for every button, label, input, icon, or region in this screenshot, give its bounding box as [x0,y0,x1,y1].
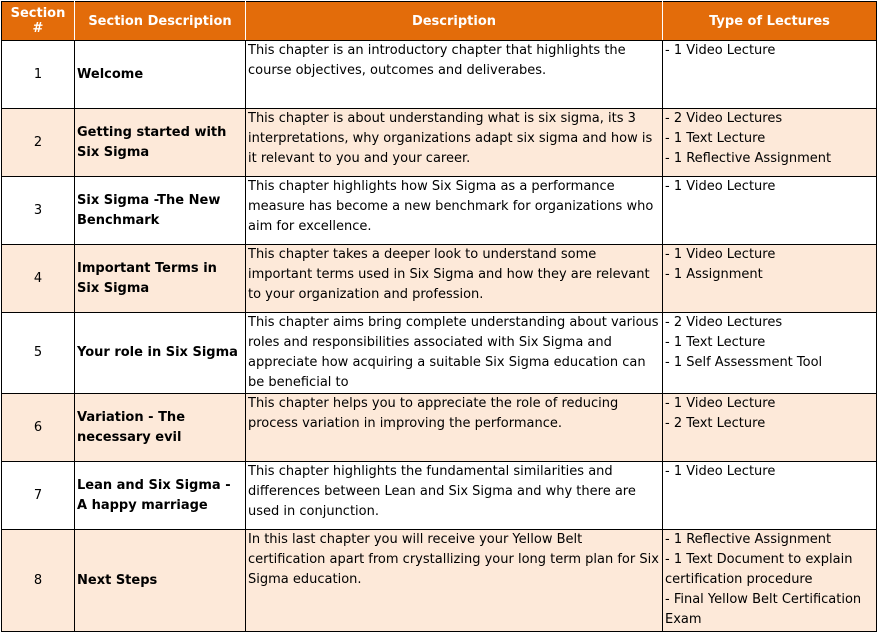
lecture-type-item: - 2 Video Lectures [665,315,783,330]
lecture-types-cell [663,245,877,313]
table-row [2,394,877,462]
lecture-type-item: - 1 Video Lecture [665,179,776,194]
section-number-cell: 3 [2,177,75,245]
lecture-types-cell [663,177,877,245]
section-title-cell: Your role in Six Sigma [75,313,246,394]
section-title-cell: Next Steps [75,530,246,632]
lecture-type-item: - 1 Reflective Assignment [665,532,832,547]
section-title-cell: Getting started with Six Sigma [75,109,246,177]
table-row [2,41,877,109]
table-row [2,245,877,313]
section-number-cell: 6 [2,394,75,462]
description-cell: This chapter is about understanding what is six sigma, its 3 interpretations, why organizations adapt six sigma and how is it relevant to you and your career. [246,109,663,177]
description-cell: This chapter takes a deeper look to understand some important terms used in Six Sigma and how they are relevant to your organization and profession. [246,245,663,313]
section-number-cell: 8 [2,530,75,632]
table-row [2,530,877,632]
section-title-cell: Six Sigma -The New Benchmark [75,177,246,245]
section-title-cell: Variation - The necessary evil [75,394,246,462]
section-number-cell: 4 [2,245,75,313]
lecture-types-cell [663,313,877,394]
lecture-type-item: - 2 Video Lectures [665,111,783,126]
description-cell: This chapter is an introductory chapter that highlights the course objectives, outcomes and deliverabes. [246,41,663,109]
lecture-types-cell [663,41,877,109]
lecture-type-item: - 1 Video Lecture [665,464,776,479]
description-cell: This chapter helps you to appreciate the role of reducing process variation in improving the performance. [246,394,663,462]
lecture-types-cell [663,394,877,462]
table-row [2,462,877,530]
header-section-number: Section # [2,2,75,41]
lecture-type-item: - 1 Reflective Assignment [665,151,832,166]
lecture-type-item: - Final Yellow Belt Certification Exam [665,592,862,627]
lecture-type-item: - 1 Video Lecture [665,396,776,411]
description-cell: This chapter highlights the fundamental similarities and differences between Lean and Six Sigma and why there are used in conjunction. [246,462,663,530]
lecture-type-item: - 2 Text Lecture [665,416,766,431]
table-row [2,177,877,245]
section-number-cell: 1 [2,41,75,109]
section-title-cell: Important Terms in Six Sigma [75,245,246,313]
table-row [2,109,877,177]
description-cell: This chapter aims bring complete understanding about various roles and responsibilities associated with Six Sigma and appreciate how acquiring a suitable Six Sigma education can be beneficial to [246,313,663,394]
lecture-type-item: - 1 Text Lecture [665,131,766,146]
lecture-type-item: - 1 Video Lecture [665,247,776,262]
lecture-type-item: - 1 Text Lecture [665,335,766,350]
header-row [2,2,877,41]
section-number-cell: 7 [2,462,75,530]
lecture-type-item: - 1 Self Assessment Tool [665,355,823,370]
lecture-type-item: - 1 Text Document to explain certification procedure [665,552,853,587]
lecture-type-item: - 1 Video Lecture [665,43,776,58]
description-cell: In this last chapter you will receive your Yellow Belt certification apart from crystallizing your long term plan for Six Sigma education. [246,530,663,632]
section-number-cell: 5 [2,313,75,394]
header-type-of-lectures: Type of Lectures [663,2,877,41]
section-number-cell: 2 [2,109,75,177]
header-section-description: Section Description [75,2,246,41]
description-cell: This chapter highlights how Six Sigma as a performance measure has become a new benchmark for organizations who aim for excellence. [246,177,663,245]
table-body [2,41,877,632]
section-title-cell: Lean and Six Sigma - A happy marriage [75,462,246,530]
lecture-types-cell [663,462,877,530]
header-description: Description [246,2,663,41]
lecture-types-cell [663,530,877,632]
lecture-types-cell [663,109,877,177]
lecture-type-item: - 1 Assignment [665,267,763,282]
course-outline-table [1,1,877,632]
table-row [2,313,877,394]
section-title-cell: Welcome [75,41,246,109]
